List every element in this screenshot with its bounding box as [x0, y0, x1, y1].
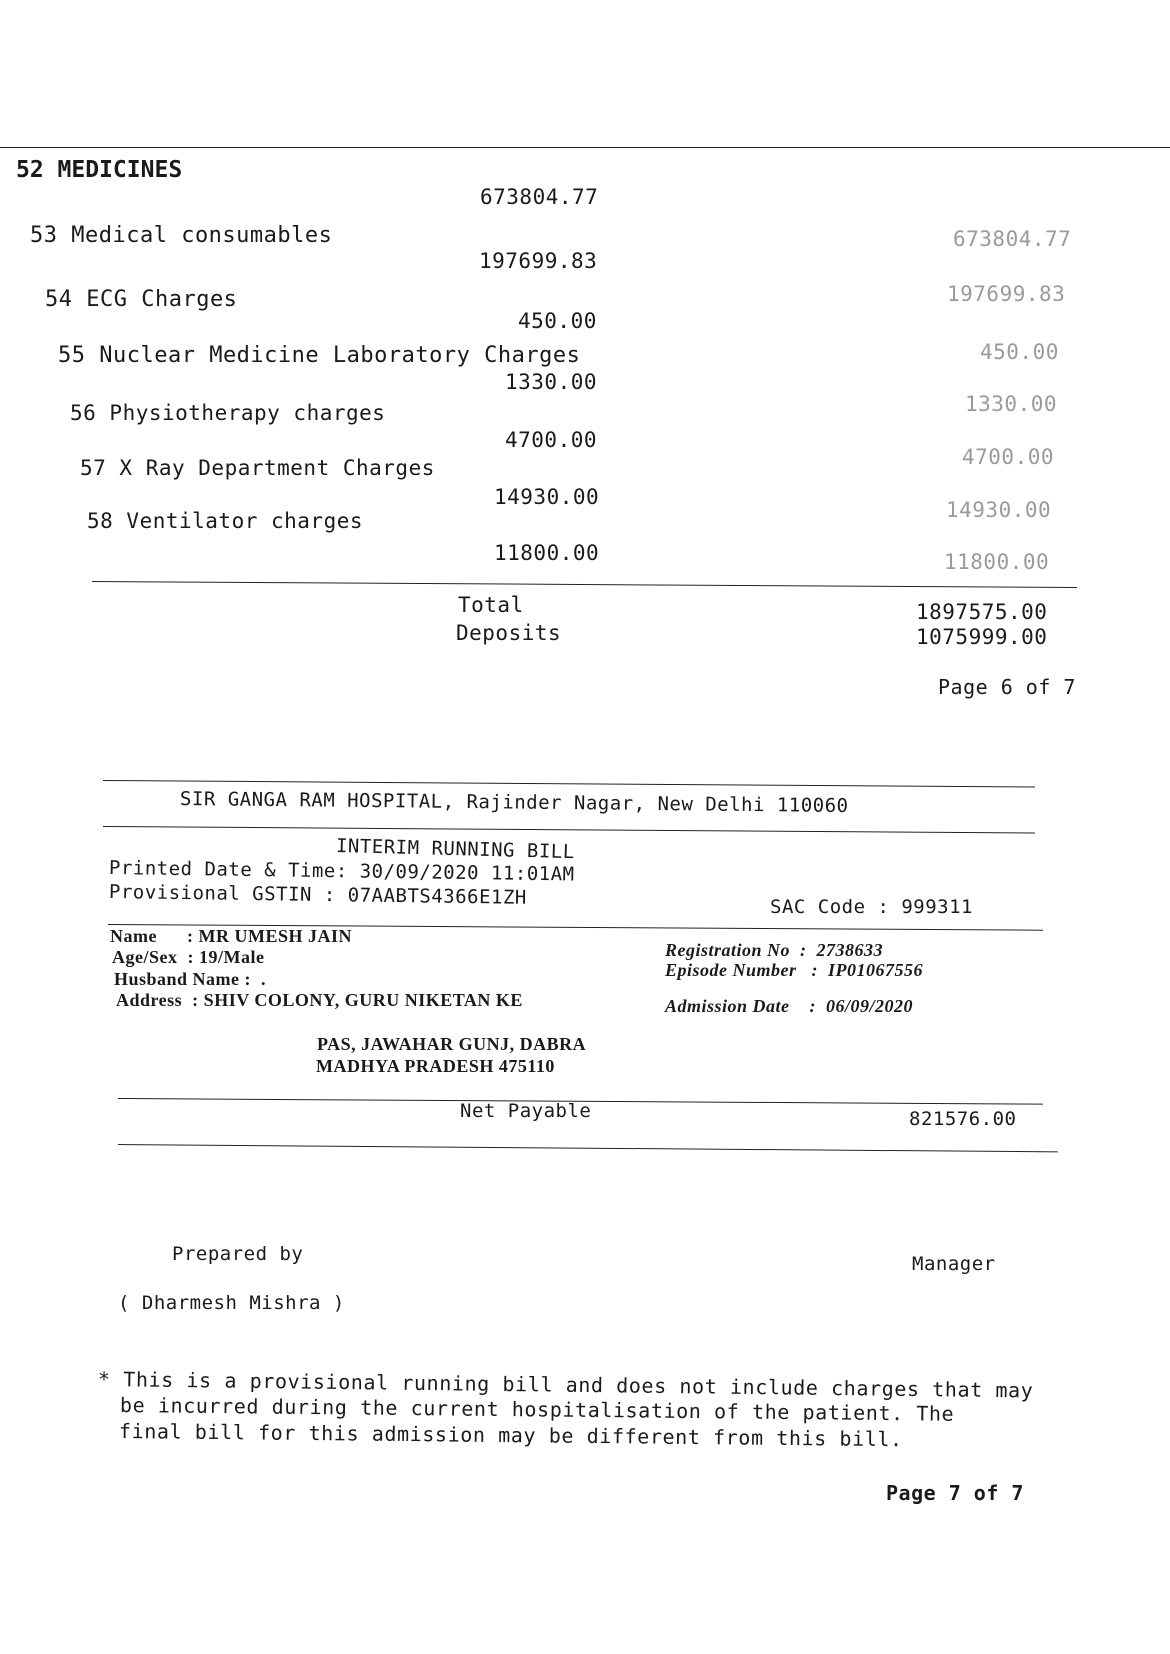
- disclaimer-line-2: be incurred during the current hospitalisation of the patient. The: [119, 1393, 955, 1426]
- item-label: 55 Nuclear Medicine Laboratory Charges: [58, 343, 581, 368]
- item-label: 52 MEDICINES: [16, 157, 183, 183]
- hospital-name: SIR GANGA RAM HOSPITAL, Rajinder Nagar, New Delhi 110060: [179, 788, 849, 818]
- item-amount-right: 4700.00: [962, 445, 1055, 469]
- page-number-7: Page 7 of 7: [886, 1481, 1024, 1505]
- total-value: 1897575.00: [916, 600, 1048, 624]
- disclaimer-line-3: final bill for this admission may be different from this bill.: [118, 1419, 903, 1452]
- preparer-name: ( Dharmesh Mishra ): [118, 1292, 345, 1314]
- item-label: 57 X Ray Department Charges: [80, 456, 435, 480]
- episode-number: Episode Number : IP01067556: [665, 960, 923, 980]
- printed-date: Printed Date & Time: 30/09/2020 11:01AM: [108, 857, 575, 886]
- item-amount-right: 1330.00: [965, 392, 1058, 416]
- top-rule: [0, 147, 1170, 148]
- registration-no: Registration No : 2738633: [665, 940, 884, 960]
- patient-name: Name : MR UMESH JAIN: [110, 926, 352, 946]
- item-label: 58 Ventilator charges: [87, 509, 364, 533]
- item-label: 54 ECG Charges: [45, 287, 238, 312]
- patient-address: Address : SHIV COLONY, GURU NIKETAN KE: [116, 990, 523, 1010]
- item-amount: 197699.83: [479, 249, 598, 273]
- header-rule-2: [103, 826, 1035, 834]
- net-payable-label: Net Payable: [460, 1100, 592, 1122]
- item-amount: 11800.00: [494, 541, 600, 565]
- deposits-value: 1075999.00: [916, 625, 1048, 649]
- item-label: 53 Medical consumables: [30, 223, 333, 248]
- admission-date: Admission Date : 06/09/2020: [665, 996, 914, 1016]
- patient-address-3: MADHYA PRADESH 475110: [316, 1056, 555, 1076]
- gstin: Provisional GSTIN : 07AABTS4366E1ZH: [108, 881, 527, 909]
- page-number-6: Page 6 of 7: [938, 675, 1076, 699]
- prepared-by-label: Prepared by: [172, 1243, 304, 1265]
- item-label: 56 Physiotherapy charges: [70, 401, 386, 425]
- item-amount-right: 673804.77: [953, 227, 1072, 251]
- item-amount: 450.00: [518, 309, 597, 333]
- net-payable-value: 821576.00: [909, 1108, 1017, 1130]
- item-amount: 673804.77: [480, 185, 599, 209]
- manager-label: Manager: [912, 1253, 996, 1275]
- patient-husband: Husband Name : .: [114, 969, 267, 989]
- net-rule-bottom: [118, 1144, 1058, 1152]
- item-amount: 14930.00: [494, 485, 600, 509]
- item-amount-right: 450.00: [980, 340, 1059, 364]
- patient-age-sex: Age/Sex : 19/Male: [112, 947, 265, 967]
- item-amount-right: 197699.83: [947, 282, 1066, 306]
- item-amount-right: 14930.00: [946, 498, 1052, 522]
- deposits-label: Deposits: [456, 621, 562, 645]
- item-amount: 4700.00: [505, 428, 598, 452]
- bill-title: INTERIM RUNNING BILL: [335, 835, 575, 864]
- header-rule-top: [103, 780, 1035, 788]
- disclaimer-line-1: * This is a provisional running bill and does not include charges that may: [97, 1367, 1034, 1403]
- item-amount-right: 11800.00: [944, 550, 1050, 574]
- total-label: Total: [458, 593, 524, 617]
- sac-code: SAC Code : 999311: [770, 896, 973, 918]
- patient-address-2: PAS, JAWAHAR GUNJ, DABRA: [317, 1034, 587, 1054]
- item-amount: 1330.00: [505, 370, 598, 394]
- totals-rule: [92, 581, 1077, 588]
